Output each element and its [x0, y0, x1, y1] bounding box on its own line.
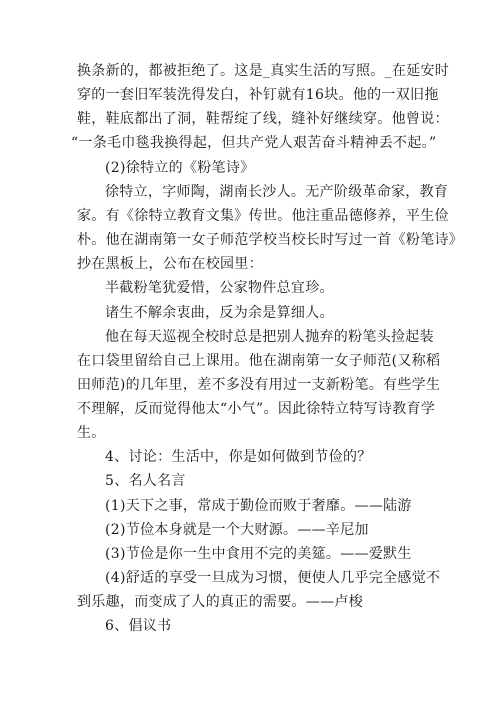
paragraph-line: 穿的一套旧军装洗得发白，补钉就有16块。他的一双旧拖	[77, 87, 439, 103]
quote-item: (1)天下之事，常成于勤俭而败于奢靡。——陆游	[105, 498, 412, 514]
paragraph-line: 家。有《徐特立教育文集》传世。他注重品德修养，平生俭	[77, 208, 449, 224]
section-heading: (2)徐特立的《粉笔诗》	[105, 160, 255, 176]
quote-line: “一条毛巾毯我换得起，但共产党人艰苦奋斗精神丢不起。”	[71, 135, 437, 151]
poem-line: 半截粉笔犹爱惜，公家物件总宜珍。	[105, 280, 334, 296]
paragraph-line: 徐特立，字师陶，湖南长沙人。无产阶级革命家，教育	[105, 184, 449, 200]
section-heading: 6、倡议书	[105, 618, 172, 634]
quote-item-continued: 到乐趣，而变成了人的真正的需要。——卢梭	[77, 594, 363, 610]
paragraph-line: 换条新的，都被拒绝了。这是_真实生活的写照。_在延安时	[77, 63, 450, 79]
poem-line: 诸生不解余衷曲，反为余是算细人。	[105, 305, 334, 321]
section-heading: 5、名人名言	[105, 473, 186, 489]
paragraph-line: 田师范)的几年里，差不多没有用过一支新粉笔。有些学生	[77, 377, 441, 393]
section-heading: 4、讨论：生活中，你是如何做到节俭的？	[105, 449, 372, 465]
paragraph-line: 他在每天巡视全校时总是把别人抛弃的粉笔头捡起装	[105, 329, 434, 345]
paragraph-line: 鞋，鞋底都出了洞，鞋帮绽了线，缝补好继续穿。他曾说：	[77, 111, 449, 127]
paragraph-line: 抄在黑板上，公布在校园里：	[77, 256, 263, 272]
quote-item: (3)节俭是你一生中食用不完的美筵。——爱默生	[105, 546, 412, 562]
quote-item: (4)舒适的享受一旦成为习惯，便使人几乎完全感觉不	[105, 570, 441, 586]
paragraph-line: 朴。他在湖南第一女子师范学校当校长时写过一首《粉笔诗》	[77, 232, 464, 248]
paragraph-line: 生。	[77, 425, 106, 441]
paragraph-line: 不理解，反而觉得他太“小气”。因此徐特立特写诗教育学	[77, 401, 436, 417]
quote-item: (2)节俭本身就是一个大财源。——辛尼加	[105, 522, 369, 538]
paragraph-line: 在口袋里留给自己上课用。他在湖南第一女子师范(又称稻	[77, 353, 441, 369]
